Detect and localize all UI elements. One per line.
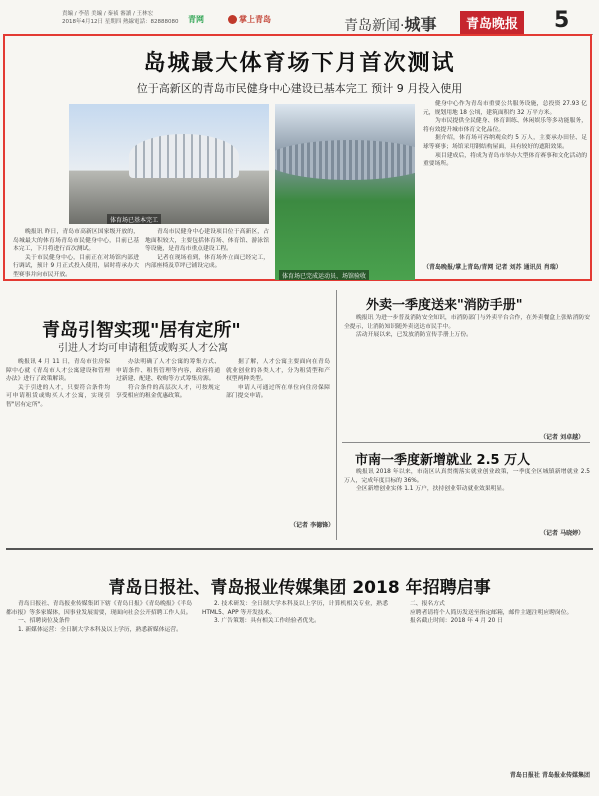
page-masthead <box>6 6 593 35</box>
stadium-roof <box>129 134 239 178</box>
recruitment-headline[interactable]: 青岛日报社、青岛报业传媒集团 2018 年招聘启事 <box>108 578 491 598</box>
story2-subhead: 引进人才均可申请租赁或购买人才公寓 <box>58 343 228 354</box>
column-divider <box>336 290 337 540</box>
recruitment-col-2: 2. 技术研发：全日制大学本科及以上学历，计算机相关专业，熟悉 HTML5、APP 等开发技术。 3. 广告策划：具有相关工作经验者优先。 <box>202 601 388 625</box>
lead-byline: （青岛晚报/掌上青岛/青网 记者 刘苏 通讯员 肖瑞） <box>423 264 562 271</box>
story4-body: 晚报讯 2018 年以来，市南区认真贯彻落实就业创业政策，一季度全区城镇新增就业 2.5 万人，完成年度目标的 36%。 全区新增创业实体 1.1 万户，扶持创业带动就业效果明显。 <box>344 469 590 493</box>
date-line: 2018年4月12日 星期四 熱線電話：82888080 <box>62 19 179 25</box>
recruitment-col-1: 青岛日报社、青岛报业传媒集团下辖《青岛日报》《青岛晚报》《半岛都市报》等多家媒体，因事业发展需要，现面向社会公开招聘工作人员。 一、招聘岗位及条件 1. 新媒体运营：全日制大学本科及以上学历，熟悉新媒体运营。 <box>6 601 192 633</box>
photo2-caption: 体育场已完成运动员、场馆验收 <box>279 270 369 280</box>
section-name: 青岛新闻·城事 <box>344 15 437 34</box>
stadium-interior-photo <box>275 104 415 280</box>
story2-headline[interactable]: 青岛引智实现"居有定所" <box>42 320 241 341</box>
story2-col-2: 办法明确了人才公寓的筹集方式、申请条件、租售管理等内容，政府将通过新建、配建、收购等方式筹集房源。 符合条件的高层次人才，可按规定享受相应的租金优惠政策。 <box>116 359 220 400</box>
story3-headline[interactable]: 外卖一季度送来"消防手册" <box>366 298 523 313</box>
story4-headline[interactable]: 市南一季度新增就业 2.5 万人 <box>355 453 531 468</box>
app-icon <box>228 15 237 24</box>
qingwang-logo: 青网 <box>188 15 204 24</box>
story2-col-3: 据了解，人才公寓主要面向在青岛就业创业的各类人才，分为租赁型和产权型两种类型。 申请人可通过所在单位向住房保障部门提交申请。 <box>226 359 330 400</box>
recruitment-footer: 青岛日报社 青岛报业传媒集团 <box>509 772 590 779</box>
lead-col-1: 晚报讯 昨日，青岛市高新区国家级开放的，岛城最大的体育场青岛市民健身中心，目前已基本完工，下月将进行首次测试。 关于市民健身中心，目前正在对场馆内部进行调试，预计 9 月正式投入使用，届时将承办大型赛事并向市民开放。 <box>13 229 139 278</box>
story4-byline: （记者 马晓婷） <box>540 530 585 537</box>
masthead-meta <box>62 10 182 26</box>
story3-byline: （记者 刘卓越） <box>540 434 585 441</box>
story3-body: 晚报讯 为进一步普及消防安全知识，市消防部门与外卖平台合作，在外卖餐盒上张贴消防安全提示，让消防知识随外卖送达市民手中。 活动开展以来，已发放消防宣传手册上万份。 <box>344 315 590 339</box>
zhangshang-logo: 掌上青岛 <box>228 14 271 25</box>
stadium-exterior-photo <box>69 104 269 224</box>
recruitment-col-3: 二、报名方式 应聘者请将个人简历发送至指定邮箱，邮件主题注明应聘岗位。 报名截止时间：2018 年 4 月 20 日 <box>410 601 573 625</box>
lead-col-2: 青岛市民健身中心建设项目位于高新区，占地面积较大，主要包括体育场、体育馆、游泳馆等设施，是青岛市重点建设工程。 记者在现场看到，体育场外立面已经完工，内部座椅及草坪已铺设完成。 <box>145 229 269 270</box>
page-number: 5 <box>554 8 570 33</box>
lead-story-highlight[interactable] <box>3 34 592 281</box>
lead-headline: 岛城最大体育场下月首次测试 <box>143 51 456 76</box>
section-divider <box>6 548 593 550</box>
story-divider <box>342 442 590 443</box>
stadium-stands <box>275 140 415 180</box>
story2-col-1: 晚报讯 4 月 11 日，青岛市住房保障中心就《青岛市人才公寓建设和管理办法》进行了政策解读。 关于引进的人才，只要符合条件均可申请租赁或购买人才公寓，实现引智"居有定所"。 <box>6 359 110 408</box>
lead-subhead: 位于高新区的青岛市民健身中心建设已基本完工 预计 9 月投入使用 <box>136 82 463 95</box>
editor-line: 責編 / 李蓓 美編 / 秦祯 審讀 / 王林宏 <box>62 11 154 17</box>
lead-col-4: 健身中心作为青岛市重要公共服务设施，总投资 27.93 亿元，规划用地 18 公顷，建筑面积约 32 万平方米。 为市民提供全民健身、体育训练、休闲娱乐等多功能服务，将有效提升城市体育文化品位。 据介绍，体育场可容纳观众约 5 万人，主要承办田径、足球等赛事；场馆采用钢结构屋面，具有较好的遮阳效果。 项目建成后，将成为青岛市举办大型体育赛事和文化活动的重要场所。 <box>423 101 587 168</box>
photo1-caption: 体育场已基本完工 <box>107 214 161 224</box>
story2-byline: （记者 李德锋） <box>290 522 335 529</box>
paper-logo: 青岛晚报 <box>460 11 524 34</box>
